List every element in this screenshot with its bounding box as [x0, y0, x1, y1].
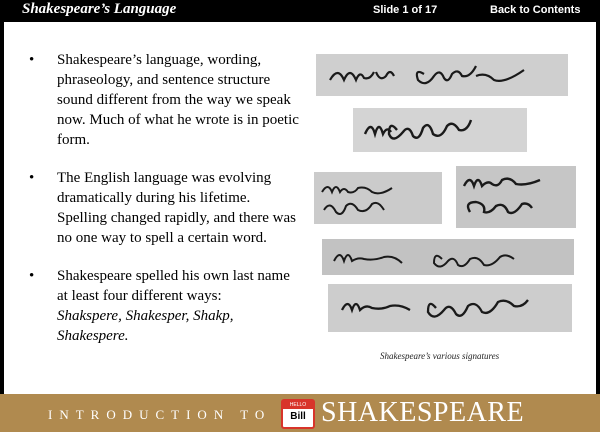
top-bar [0, 0, 600, 22]
bullet-item [26, 266, 302, 346]
back-to-contents-link[interactable]: Back to Contents [490, 4, 581, 16]
signature-image [316, 54, 568, 96]
signature-image [456, 166, 576, 228]
bullet-text: Shakespeare spelled his own last name at least four different ways: [57, 268, 290, 304]
slide-indicator: Slide 1 of 17 [373, 4, 438, 16]
bullet-text: Shakespeare’s language, wording, phraseology, and sentence structure sound different from the way we speak now. Much of what he wrote is in poetic form. [57, 52, 299, 148]
signature-image [328, 284, 572, 332]
signatures-caption: Shakespeare’s various signatures [380, 351, 500, 361]
bullet-dot-icon: • [29, 170, 35, 186]
slide-content [4, 22, 596, 394]
name-tag-name: Bill [290, 411, 306, 422]
bullet-dot-icon: • [29, 268, 35, 284]
slide-title: Shakespeare’s Language [22, 1, 177, 17]
footer-intro-text: INTRODUCTION TO [48, 407, 272, 422]
footer-banner [0, 394, 600, 432]
bullet-italic-spellings: Shakspere, Shakesper, Shakp, Shakespere. [57, 308, 234, 344]
bullet-item [26, 50, 302, 150]
bullet-item [26, 168, 302, 248]
signature-image [322, 239, 574, 275]
footer-brand: SHAKESPEARE [321, 397, 525, 428]
bullet-dot-icon: • [29, 52, 35, 68]
signature-image [353, 108, 527, 152]
bullet-text: The English language was evolving dramatically during his lifetime. Spelling changed rapidly, and there was no one way to spell a certain word. [57, 170, 296, 246]
name-tag-logo [281, 399, 315, 429]
bullet-list [26, 50, 302, 364]
signature-image [314, 172, 442, 224]
name-tag-hello: HELLO [283, 401, 313, 409]
